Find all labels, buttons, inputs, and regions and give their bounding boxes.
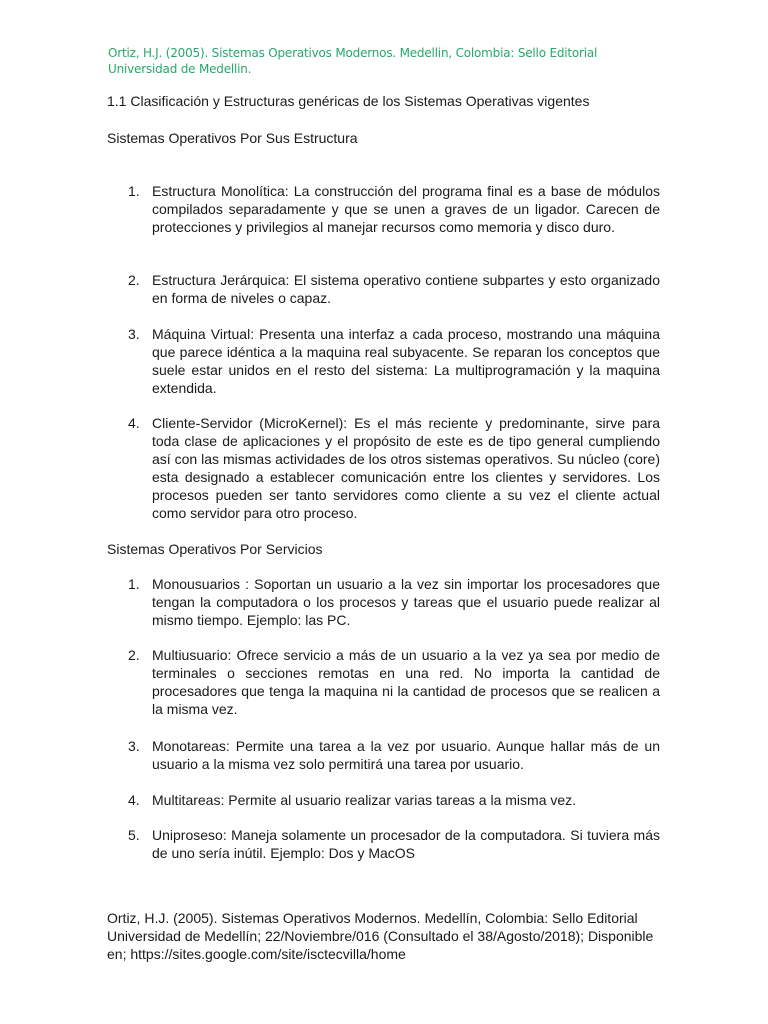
list-item-text: Estructura Monolítica: La construcción del programa final es a base de módulos compilados separadamente y que se unen a graves de un ligador. Carecen de protecciones y privilegios al manejar recursos como memoria y disco duro. bbox=[152, 183, 660, 235]
list-item-number: 5. bbox=[128, 827, 140, 843]
list-item-number: 2. bbox=[128, 647, 140, 663]
list-item-text: Multiusuario: Ofrece servicio a más de un usuario a la vez ya sea por medio de terminales o secciones remotas en una red. No importa la cantidad de procesadores que tenga la maquina ni la cantidad de procesos que se realicen a la misma vez. bbox=[152, 647, 660, 717]
list-item-number: 1. bbox=[128, 576, 140, 592]
list-item-number: 3. bbox=[128, 326, 140, 342]
footer-citation: Ortiz, H.J. (2005). Sistemas Operativos Modernos. Medellín, Colombia: Sello Editorial Universidad de Medellín; 22/Noviembre/016 (Consultado el 38/Agosto/2018); Disponible en; https://sites.google.com/site/isctecvilla/home bbox=[107, 910, 654, 962]
list-item-text: Monotareas: Permite una tarea a la vez por usuario. Aunque hallar más de un usuario a la misma vez solo permitirá una tarea por usuario. bbox=[152, 738, 660, 772]
list-item-text: Monousuarios : Soportan un usuario a la vez sin importar los procesadores que tengan la computadora o los procesos y tareas que el usuario puede realizar al mismo tiempo. Ejemplo: las PC. bbox=[152, 576, 660, 628]
list-item-number: 2. bbox=[128, 272, 140, 288]
list-item-text: Cliente-Servidor (MicroKernel): Es el más reciente y predominante, sirve para toda clase de aplicaciones y el propósito de este es de tipo general cumpliendo así con las mismas actividades de los otros sistemas operativos. Su núcleo (core) esta designado a establecer comunicación entre los clientes y servidores. Los procesos pueden ser tanto servidores como cliente a su vez el cliente actual como servidor para otro proceso. bbox=[152, 415, 660, 521]
header-citation: Ortiz, H.J. (2005). Sistemas Operativos Modernos. Medellin, Colombia: Sello Editorial Universidad de Medellin. bbox=[108, 46, 598, 76]
list-item-number: 4. bbox=[128, 415, 140, 431]
list-item-text: Multitareas: Permite al usuario realizar varias tareas a la misma vez. bbox=[152, 792, 577, 808]
list-item-number: 1. bbox=[128, 183, 140, 199]
services-heading: Sistemas Operativos Por Servicios bbox=[107, 541, 323, 557]
list-item-number: 4. bbox=[128, 792, 140, 808]
structure-heading: Sistemas Operativos Por Sus Estructura bbox=[107, 130, 358, 146]
list-item-number: 3. bbox=[128, 738, 140, 754]
list-item-text: Uniproseso: Maneja solamente un procesador de la computadora. Si tuviera más de uno sería inútil. Ejemplo: Dos y MacOS bbox=[152, 827, 660, 861]
list-item-text: Estructura Jerárquica: El sistema operativo contiene subpartes y esto organizado en forma de niveles o capaz. bbox=[152, 272, 660, 306]
section-title: 1.1 Clasificación y Estructuras genéricas de los Sistemas Operativas vigentes bbox=[107, 93, 590, 109]
list-item-text: Máquina Virtual: Presenta una interfaz a cada proceso, mostrando una máquina que parece idéntica a la maquina real subyacente. Se reparan los conceptos que suele estar unidos en el resto del sistema: La multiprogramación y la maquina extendida. bbox=[152, 326, 660, 396]
